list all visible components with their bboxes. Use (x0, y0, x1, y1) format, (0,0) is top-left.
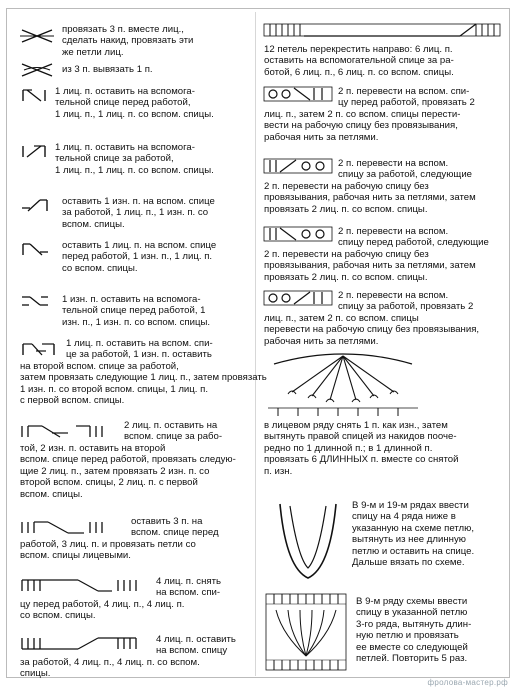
legend-text-r5-b: лиц. п., затем 2 п. со вспом. спицы перевести на рабочую спицу без провязывания, рабочая нить за петлями. (264, 313, 480, 347)
watermark: фролова-мастер.рф (427, 677, 508, 687)
slip-two-back-knit-symbol-icon (264, 290, 332, 306)
legend-text-r6: в лицевом ряду снять 1 п. как изн., затем вытянуть правой спицей из накидов пооче- редно по 1 длинной п.; в 1 длинной п. провязать 6 ДЛИННЫХ п. вместе со снятой п. изн. (264, 420, 459, 477)
legend-text-l11-b: цу перед работой, 4 лиц. п., 4 лиц. п. со вспом. спицы. (20, 599, 185, 622)
legend-text-l8-a: 1 лиц. п. оставить на вспом. спи- це за работой, 1 изн. п. оставить (66, 338, 213, 361)
legend-text-r2-a: 2 п. перевести на вспом. спи- цу перед работой, провязать 2 (338, 86, 475, 109)
legend-text-r3-a: 2 п. перевести на вспом. спицу за работой, следующие (338, 158, 473, 181)
legend-text-r7: В 9-м и 19-м рядах ввести спицу на 4 ряда ниже в указанную на схеме петлю, вытянуть из нее длинную петлю и оставить на спице. Дальше вязать по схеме. (352, 500, 475, 569)
legend-text-l9-b: той, 2 изн. п. оставить на второй вспом. спице перед работой, провязать следую- щие 2 лиц. п., затем провязать 2 изн. п. со второй вспом. спицы, 2 лиц. п. с первой вспом. спицы. (20, 443, 236, 500)
legend-text-l12-a: 4 лиц. п. оставить на вспом. спицу (156, 634, 236, 657)
legend-text-l10-a: оставить 3 п. на вспом. спице перед (131, 516, 219, 539)
legend-text-l1: провязать 3 п. вместе лиц., сделать накид, провязать эти же петли лиц. (62, 24, 194, 58)
twelve-stitch-cable-symbol-icon (264, 20, 500, 38)
legend-text-l8-b: на второй вспом. спице за работой, затем провязать следующие 1 лиц. п., затем провязать 1 изн. п. со второй вспом. спицы, 1 лиц. п. с первой вспом. спицы. (20, 361, 267, 407)
four-four-front-cable-symbol-icon (20, 578, 142, 592)
legend-text-r4-a: 2 п. перевести на вспом. спицу перед работой, следующие (338, 226, 489, 249)
legend-text-l5: оставить 1 изн. п. на вспом. спице за работой, 1 лиц. п., 1 изн. п. со вспом. спицы. (62, 196, 215, 230)
legend-text-r5-a: 2 п. перевести на вспом. спицу за работой, провязать 2 (338, 290, 474, 313)
legend-text-r8: В 9-м ряду схемы ввести спицу в указанной петлю 3-го ряда, вытянуть длин- ную петлю и провязать ее вместе со следующей петлей. Повторить 5 раз. (356, 596, 472, 665)
three-stitch-front-cable-symbol-icon (20, 520, 112, 534)
legend-text-l11-a: 4 лиц. п. снять на вспом. спи- (156, 576, 221, 599)
legend-text-r2-b: лиц. п., затем 2 п. со вспом. спицы перести- вести на рабочую спицу без провязывания, рабочая нить за петлями. (264, 109, 461, 143)
elongated-stitch-grid-chart-icon (266, 594, 346, 670)
three-stitch-cross-symbol-icon (20, 342, 60, 356)
legend-text-l7: 1 изн. п. оставить на вспомога- тельной спице перед работой, 1 изн. п., 1 изн. п. со вспом. спицы. (62, 294, 211, 328)
purl-cross-front-symbol-icon (20, 294, 50, 308)
legend-text-l4: 1 лиц. п. оставить на вспомога- тельной спице за работой, 1 лиц. п., 1 лиц. п. со вспом. спицы. (55, 142, 214, 176)
slip-two-back-symbol-icon (264, 158, 332, 174)
long-stitch-fan-chart-icon (268, 348, 418, 416)
legend-text-r4-b: 2 п. перевести на рабочую спицу без провязывания, рабочая нить за петлями, затем провязать 2 лиц. п. со вспом. спицы. (264, 249, 476, 283)
legend-text-l10-b: работой, 3 лиц. п. и провязать петли со вспом. спицы лицевыми. (20, 539, 196, 562)
legend-text-l2: из 3 п. вывязать 1 п. (62, 64, 153, 75)
column-divider (255, 12, 256, 676)
three-together-yarnover-symbol-icon (20, 28, 54, 44)
slip-two-front-symbol-icon (264, 86, 332, 102)
two-two-cross-symbol-icon (20, 424, 120, 438)
slip-two-front-knit-symbol-icon (264, 226, 332, 242)
legend-text-r3-b: 2 п. перевести на рабочую спицу без провязывания, рабочая нить за петлями, затем провязать 2 лиц. п. со вспом. спицы. (264, 181, 476, 215)
legend-text-l3: 1 лиц. п. оставить на вспомога- тельной спице перед работой, 1 лиц. п., 1 лиц. п. со вспом. спицы. (55, 86, 214, 120)
legend-text-r1: 12 петель перекрестить направо: 6 лиц. п. оставить на вспомогательной спице за ра- ботой, 6 лиц. п., 6 лиц. п. со вспом. спицы. (264, 44, 454, 78)
knit-cross-front-symbol-icon (20, 242, 50, 256)
legend-text-l9-a: 2 лиц. п. оставить на вспом. спице за рабо- (124, 420, 223, 443)
cross-left-front-symbol-icon (20, 88, 48, 102)
purl-cross-back-symbol-icon (20, 198, 50, 212)
three-into-one-symbol-icon (20, 62, 54, 78)
legend-text-l12-b: за работой, 4 лиц. п., 4 лиц. п. со вспом. спицы. (20, 657, 200, 680)
cross-right-back-symbol-icon (20, 144, 48, 158)
four-four-back-cable-symbol-icon (20, 636, 142, 650)
long-loop-symbol-icon (276, 498, 340, 582)
legend-text-l6: оставить 1 лиц. п. на вспом. спице перед работой, 1 изн. п., 1 лиц. п. со вспом. спицы. (62, 240, 217, 274)
